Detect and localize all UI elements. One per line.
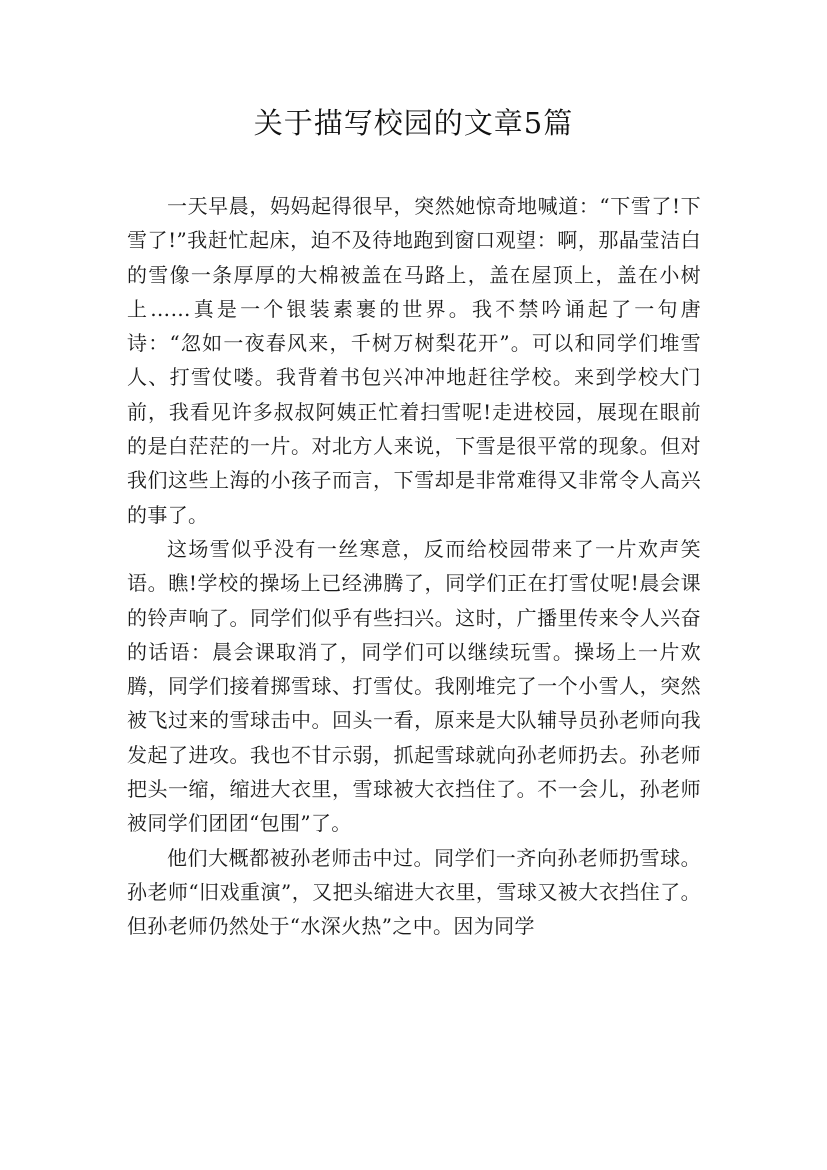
paragraph-3: 他们大概都被孙老师击中过。同学们一齐向孙老师扔雪球。孙老师“旧戏重演”，又把头缩进大衣里，雪球又被大衣挡住了。但孙老师仍然处于“水深火热”之中。因为同学 [127, 845, 701, 939]
paragraph-2: 这场雪似乎没有一丝寒意，反而给校园带来了一片欢声笑语。瞧!学校的操场上已经沸腾了，同学们正在打雪仗呢!晨会课的铃声响了。同学们似乎有些扫兴。这时，广播里传来令人兴奋的话语：晨会课取消了，同学们可以继续玩雪。操场上一片欢腾，同学们接着掷雪球、打雪仗。我刚堆完了一个小雪人，突然被飞过来的雪球击中。回头一看，原来是大队辅导员孙老师向我发起了进攻。我也不甘示弱，抓起雪球就向孙老师扔去。孙老师把头一缩，缩进大衣里，雪球被大衣挡住了。不一会儿，孙老师被同学们团团“包围”了。 [127, 536, 701, 836]
paragraph-1: 一天早晨，妈妈起得很早，突然她惊奇地喊道：“下雪了!下雪了!”我赶忙起床，迫不及待地跑到窗口观望：啊，那晶莹洁白的雪像一条厚厚的大棉被盖在马路上，盖在屋顶上，盖在小树上……真是一个银装素裹的世界。我不禁吟诵起了一句唐诗：“忽如一夜春风来，千树万树梨花开”。可以和同学们堆雪人、打雪仗喽。我背着书包兴冲冲地赶往学校。来到学校大门前，我看见许多叔叔阿姨正忙着扫雪呢!走进校园，展现在眼前的是白茫茫的一片。对北方人来说，下雪是很平常的现象。但对我们这些上海的小孩子而言，下雪却是非常难得又非常令人高兴的事了。 [127, 194, 701, 527]
document-body [127, 189, 701, 944]
document-title: 关于描写校园的文章5篇 [253, 106, 574, 140]
